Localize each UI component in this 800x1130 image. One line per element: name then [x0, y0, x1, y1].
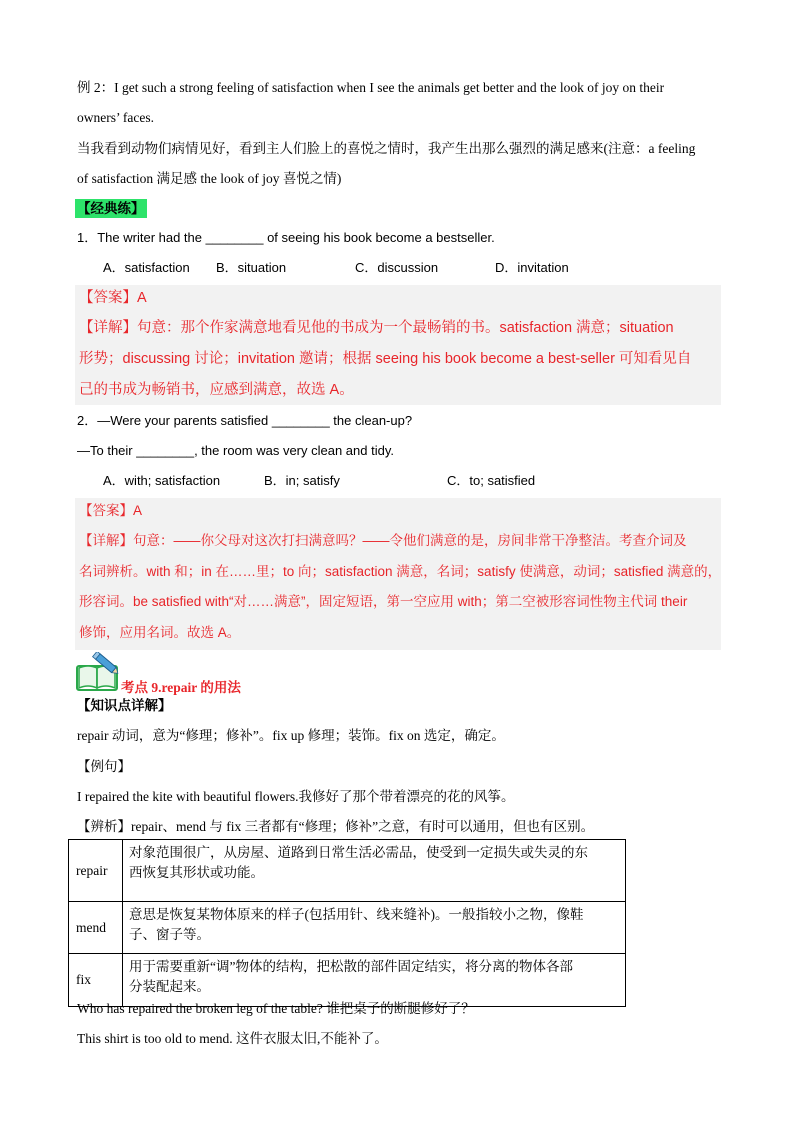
table-desc-line: 用于需要重新“调”物体的结构，把松散的部件固定结实，将分离的物体各部 [129, 959, 573, 974]
example-tag: 【例句】 [77, 759, 131, 774]
q1-detail-1: 【详解】句意：那个作家满意地看见他的书成为一个最畅销的书。satisfaction 满意；situation [79, 320, 674, 336]
table-word: fix [69, 954, 123, 1007]
q2-stem-1: 2．—Were your parents satisfied ________ the clean-up? [77, 413, 413, 428]
repair-definition: repair 动词，意为“修理；修补”。fix up 修理；装饰。fix on 选定，确定。 [77, 728, 505, 743]
q2-detail-1: 【详解】句意：——你父母对这次打扫满意吗？——令他们满意的是，房间非常干净整洁。考查介词及 [79, 533, 687, 548]
comparison-table [68, 839, 626, 1007]
q2-option-b: B．in; satisfy [264, 473, 340, 488]
table-desc [123, 902, 626, 954]
table-desc-line: 分装配起来。 [129, 979, 210, 994]
q1-detail-3: 己的书成为畅销书，应感到满意，故选 A。 [79, 382, 354, 398]
q2-answer: 【答案】A [79, 503, 143, 518]
q2-option-c: C．to; satisfied [447, 473, 536, 488]
table-desc [123, 954, 626, 1007]
q1-option-d: D．invitation [495, 260, 569, 275]
q2-answer-box [75, 498, 721, 650]
q1-detail-2: 形势；discussing 讨论；invitation 邀请；根据 seeing his book become a best-seller 可知看见自 [79, 351, 692, 367]
table-word: repair [69, 840, 123, 902]
q1-answer: 【答案】A [79, 290, 147, 306]
knowledge-tag: 【知识点详解】 [77, 698, 172, 713]
q1-answer-box [75, 285, 721, 405]
table-row [69, 840, 626, 902]
example-sentence: I repaired the kite with beautiful flowers.我修好了那个带着漂亮的花的风筝。 [77, 789, 515, 804]
example2-translation1: 当我看到动物们病情见好，看到主人们脸上的喜悦之情时，我产生出那么强烈的满足感来(注意：a feeling [77, 141, 696, 156]
q2-detail-3: 形容词。be satisfied with“对……满意”，固定短语，第一空应用 with；第二空被形容词性物主代词 their [79, 594, 688, 609]
example-sentence-1: Who has repaired the broken leg of the table? 谁把桌子的断腿修好了？ [77, 1001, 475, 1016]
table-row [69, 902, 626, 954]
example2-line1: 例 2：I get such a strong feeling of satisfaction when I see the animals get better and the look of joy on their [77, 80, 665, 95]
table-word: mend [69, 902, 123, 954]
q2-detail-2: 名词辨析。with 和；in 在……里；to 向；satisfaction 满意，名词；satisfy 使满意，动词；satisfied 满意的， [79, 564, 722, 579]
distinguish-note: 【辨析】repair、mend 与 fix 三者都有“修理；修补”之意，有时可以通用，但也有区别。 [77, 819, 595, 834]
q2-stem-2: —To their ________, the room was very clean and tidy. [77, 443, 394, 458]
example-sentence-2: This shirt is too old to mend. 这件衣服太旧,不能补了。 [77, 1031, 388, 1046]
q1-stem: 1．The writer had the ________ of seeing his book become a bestseller. [77, 230, 495, 245]
q1-option-a: A．satisfaction [103, 260, 190, 275]
table-row [69, 954, 626, 1007]
table-desc-line: 意思是恢复某物体原来的样子(包括用针、线来缝补)。一般指较小之物，像鞋 [129, 907, 584, 922]
example2-line2: owners’ faces. [77, 110, 154, 125]
section-title: 考点 9.repair 的用法 [121, 680, 241, 695]
q2-option-a: A．with; satisfaction [103, 473, 221, 488]
book-pencil-icon [76, 652, 122, 692]
table-desc-line: 对象范围很广，从房屋、道路到日常生活必需品，使受到一定损失或失灵的东 [129, 845, 588, 860]
practice-tag: 【经典练】 [77, 201, 145, 216]
table-desc-line: 西恢复其形状或功能。 [129, 865, 264, 880]
example2-translation2: of satisfaction 满足感 the look of joy 喜悦之情) [77, 171, 342, 186]
q1-option-c: C．discussion [355, 260, 439, 275]
q1-option-b: B．situation [216, 260, 287, 275]
table-desc-line: 子、窗子等。 [129, 927, 210, 942]
table-desc [123, 840, 626, 902]
q2-detail-4: 修饰，应用名词。故选 A。 [79, 625, 241, 640]
